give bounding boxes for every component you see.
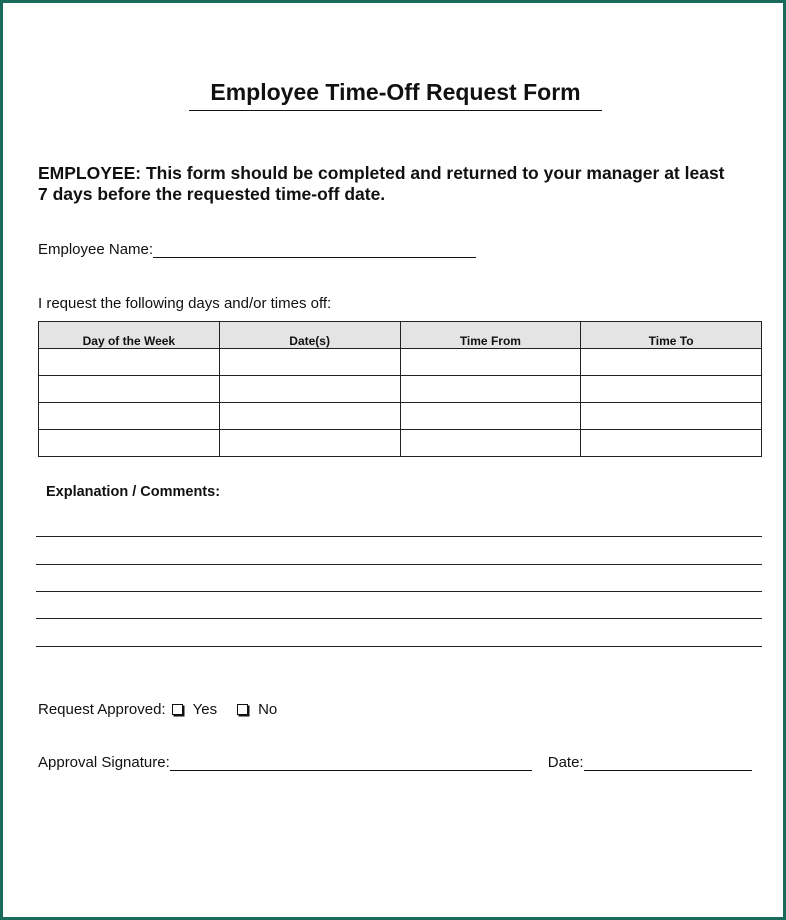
time-off-table: [38, 321, 762, 457]
table-row: [39, 349, 762, 376]
comments-label: Explanation / Comments:: [46, 484, 221, 500]
yes-label: Yes: [192, 701, 218, 718]
header-dates: Date(s): [219, 322, 400, 349]
day-cell[interactable]: [39, 430, 220, 457]
comment-line[interactable]: [36, 618, 762, 619]
signature-field[interactable]: [170, 754, 532, 771]
time-from-cell[interactable]: [400, 403, 581, 430]
comment-line[interactable]: [36, 646, 762, 647]
no-checkbox[interactable]: [237, 704, 248, 715]
date-label: Date:: [547, 754, 584, 771]
date-cell[interactable]: [219, 403, 400, 430]
time-to-cell[interactable]: [581, 403, 762, 430]
time-to-cell[interactable]: [581, 376, 762, 403]
form-title: Employee Time-Off Request Form: [189, 79, 602, 111]
table-row: [39, 430, 762, 457]
header-time-from: Time From: [400, 322, 581, 349]
time-from-cell[interactable]: [400, 376, 581, 403]
employee-name-field[interactable]: [153, 241, 476, 258]
time-from-cell[interactable]: [400, 349, 581, 376]
comment-line[interactable]: [36, 564, 762, 565]
instructions-lead: EMPLOYEE:: [38, 163, 142, 183]
date-cell[interactable]: [219, 349, 400, 376]
instructions: [38, 163, 738, 205]
table-row: [39, 376, 762, 403]
comment-line[interactable]: [36, 536, 762, 537]
day-cell[interactable]: [39, 403, 220, 430]
table-row: [39, 403, 762, 430]
table-header-row: [39, 322, 762, 349]
header-time-to: Time To: [581, 322, 762, 349]
date-cell[interactable]: [219, 430, 400, 457]
yes-checkbox[interactable]: [172, 704, 183, 715]
approval-label: Request Approved:: [38, 701, 166, 718]
time-from-cell[interactable]: [400, 430, 581, 457]
comment-line[interactable]: [36, 591, 762, 592]
approval-row: [38, 701, 291, 718]
day-cell[interactable]: [39, 349, 220, 376]
time-to-cell[interactable]: [581, 349, 762, 376]
instructions-text: This form should be completed and returned to your manager at least 7 days before the requested time-off date.: [38, 163, 725, 204]
employee-name-label: Employee Name:: [38, 241, 154, 258]
day-cell[interactable]: [39, 376, 220, 403]
signature-row: [38, 754, 752, 771]
request-label: I request the following days and/or times off:: [38, 295, 332, 312]
time-to-cell[interactable]: [581, 430, 762, 457]
employee-name-row: [38, 241, 476, 258]
date-cell[interactable]: [219, 376, 400, 403]
header-day-of-week: Day of the Week: [39, 322, 220, 349]
date-field[interactable]: [584, 754, 752, 771]
signature-label: Approval Signature:: [38, 754, 170, 771]
no-label: No: [258, 701, 278, 718]
